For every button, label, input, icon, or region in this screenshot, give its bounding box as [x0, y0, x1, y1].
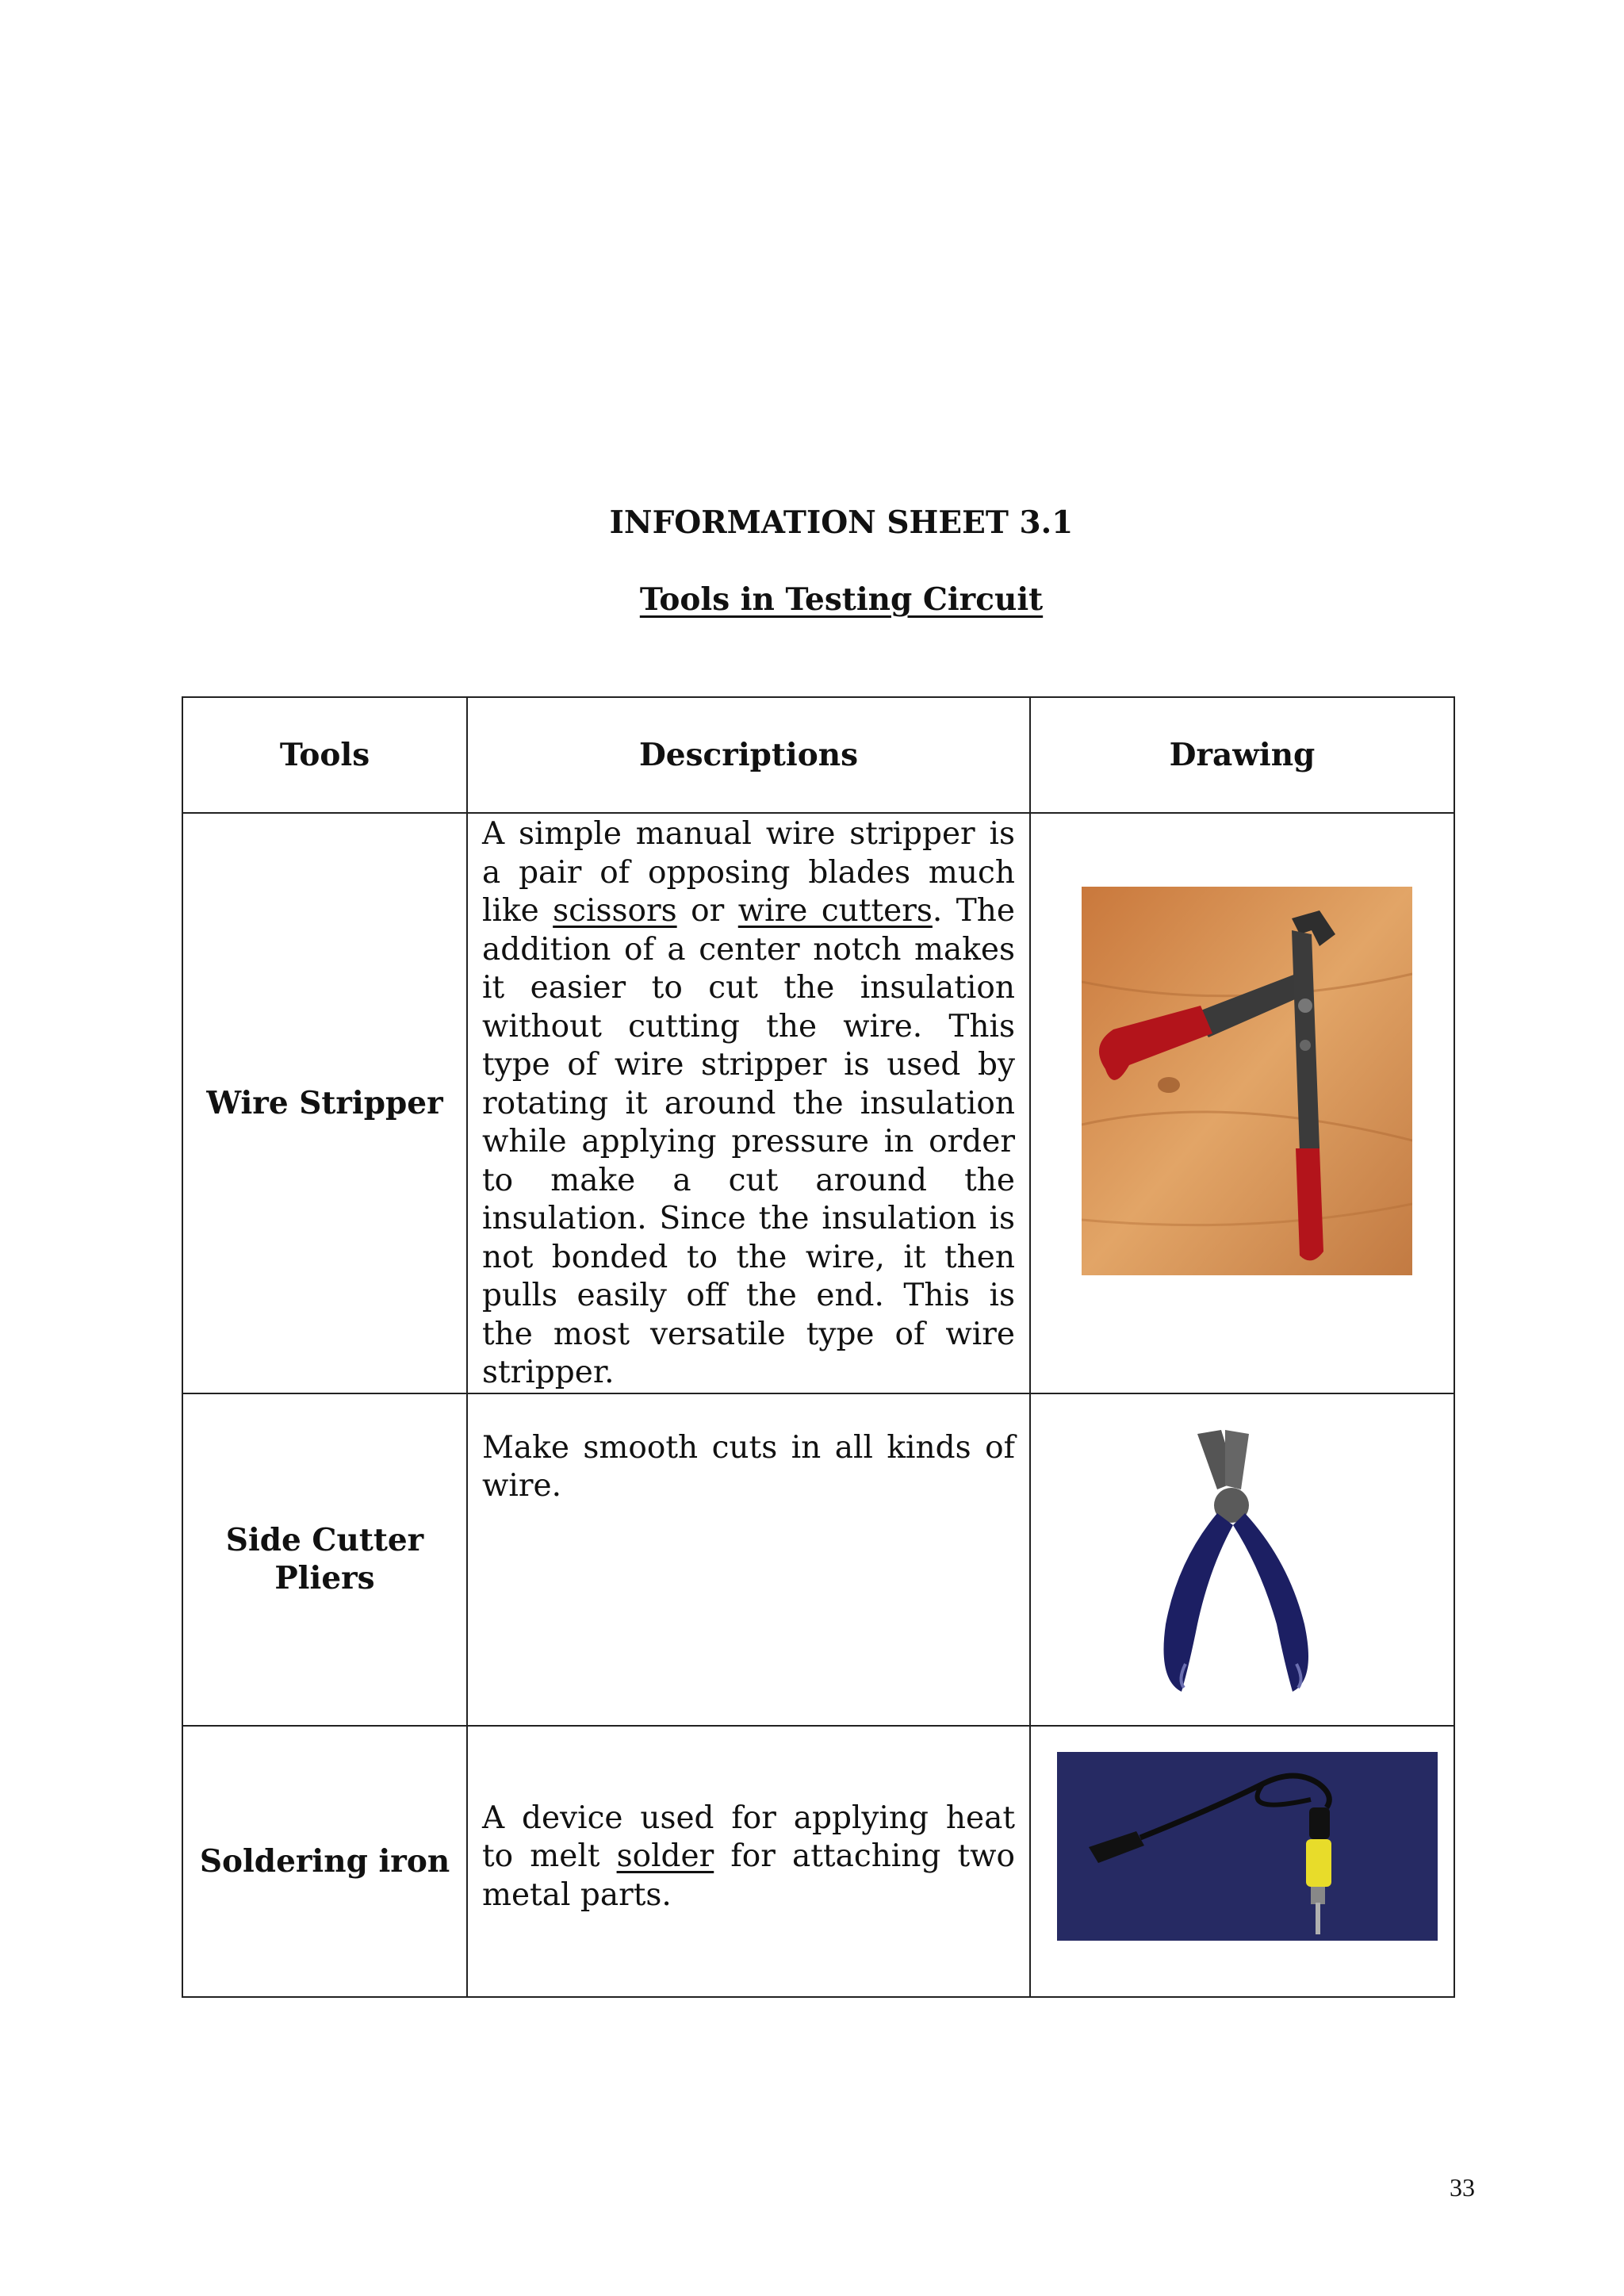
drawing-cell — [1030, 1726, 1454, 1997]
solder-link[interactable]: solder — [616, 1838, 714, 1874]
page-number: 33 — [1450, 2173, 1475, 2202]
soldering-iron-photo — [1057, 1752, 1438, 1941]
wire-stripper-photo — [1082, 887, 1412, 1275]
drawing-cell — [1030, 813, 1454, 1393]
side-cutter-pliers-photo — [1122, 1426, 1360, 1704]
tools-table — [182, 696, 1455, 1998]
wire-cutters-link[interactable]: wire cutters — [737, 893, 933, 929]
sheet-subtitle: Tools in Testing Circuit — [639, 581, 1044, 618]
tool-name: Soldering iron — [182, 1726, 467, 1997]
tool-description: Make smooth cuts in all kinds of wire. — [467, 1393, 1030, 1726]
column-header-drawing: Drawing — [1030, 697, 1454, 813]
table-header-row — [182, 697, 1454, 813]
tool-description: A device used for applying heat to melt solder for attaching two metal parts. — [467, 1726, 1030, 1997]
tool-name: Wire Stripper — [182, 813, 467, 1393]
tool-description: A simple manual wire stripper is a pair of opposing blades much like scissors or wire cutters. The addition of a center notch makes it easier to cut the insulation without cutting the wire. This type of wire stripper is used by rotating it around the insulation while applying pressure in order to make a cut around the insulation. Since the insulation is not bonded to the wire, it then pulls easily off the end. This is the most versatile type of wire stripper. — [467, 813, 1030, 1393]
table-row — [182, 1726, 1454, 1997]
column-header-descriptions: Descriptions — [467, 697, 1030, 813]
table-row — [182, 1393, 1454, 1726]
sheet-title: INFORMATION SHEET 3.1 — [609, 504, 1074, 541]
scissors-link[interactable]: scissors — [553, 893, 677, 929]
drawing-cell — [1030, 1393, 1454, 1726]
tool-name: Side Cutter Pliers — [182, 1393, 467, 1726]
column-header-tools: Tools — [182, 697, 467, 813]
table-row — [182, 813, 1454, 1393]
